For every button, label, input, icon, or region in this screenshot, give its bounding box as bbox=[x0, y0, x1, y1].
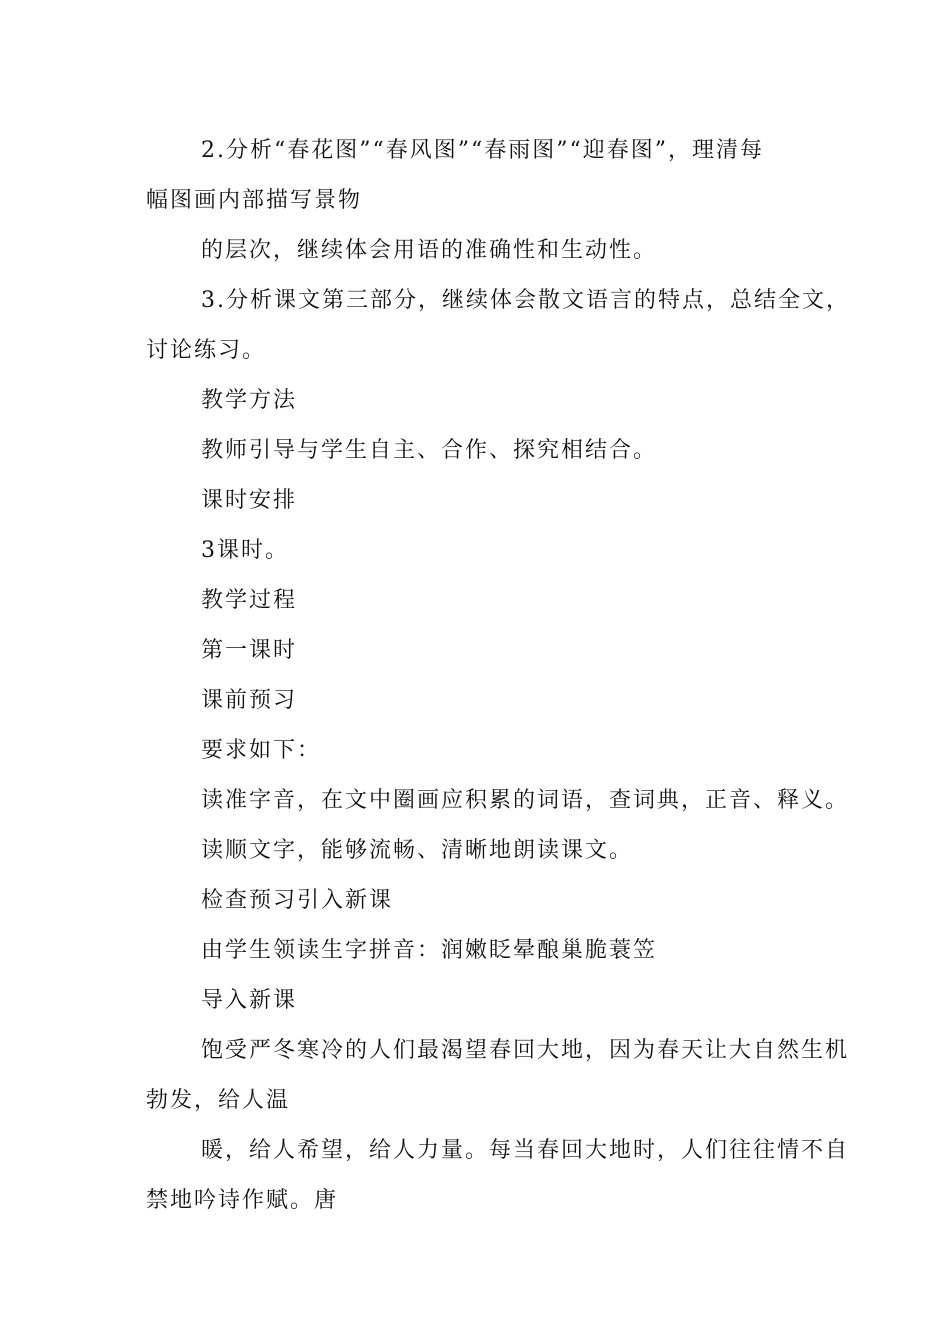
paragraph-line: 勃发，给人温 bbox=[146, 1088, 291, 1113]
paragraph-line: 教师引导与学生自主、合作、探究相结合。 bbox=[201, 438, 658, 463]
paragraph-line: 3.分析课文第三部分，继续体会散文语言的特点，总结全文， bbox=[201, 288, 850, 313]
paragraph-line: 由学生领读生字拼音：润嫩眨晕酿巢脆蓑笠 bbox=[201, 938, 658, 963]
paragraph-line: 讨论练习。 bbox=[146, 338, 267, 363]
paragraph-line: 幅图画内部描写景物 bbox=[146, 188, 363, 213]
section-heading: 教学方法 bbox=[201, 388, 298, 413]
section-heading: 检查预习引入新课 bbox=[201, 888, 394, 913]
section-heading: 课前预习 bbox=[201, 688, 298, 713]
paragraph-line: 2.分析“春花图”“春风图”“春雨图”“迎春图”，理清每 bbox=[201, 138, 764, 163]
paragraph-line: 暖，给人希望，给人力量。每当春回大地时，人们往往情不自 bbox=[201, 1138, 850, 1163]
paragraph-line: 饱受严冬寒冷的人们最渴望春回大地，因为春天让大自然生机 bbox=[201, 1038, 850, 1063]
paragraph-line: 的层次，继续体会用语的准确性和生动性。 bbox=[201, 238, 658, 263]
paragraph-line: 禁地吟诗作赋。唐 bbox=[146, 1188, 339, 1213]
paragraph-line: 读准字音，在文中圈画应积累的词语，查词典，正音、释义。 bbox=[201, 788, 850, 813]
section-heading: 第一课时 bbox=[201, 638, 298, 663]
section-heading: 课时安排 bbox=[201, 488, 298, 513]
paragraph-line: 要求如下： bbox=[201, 738, 322, 763]
section-heading: 教学过程 bbox=[201, 588, 298, 613]
section-heading: 导入新课 bbox=[201, 988, 298, 1013]
paragraph-line: 读顺文字，能够流畅、清晰地朗读课文。 bbox=[201, 838, 634, 863]
paragraph-line: 3课时。 bbox=[201, 538, 289, 563]
